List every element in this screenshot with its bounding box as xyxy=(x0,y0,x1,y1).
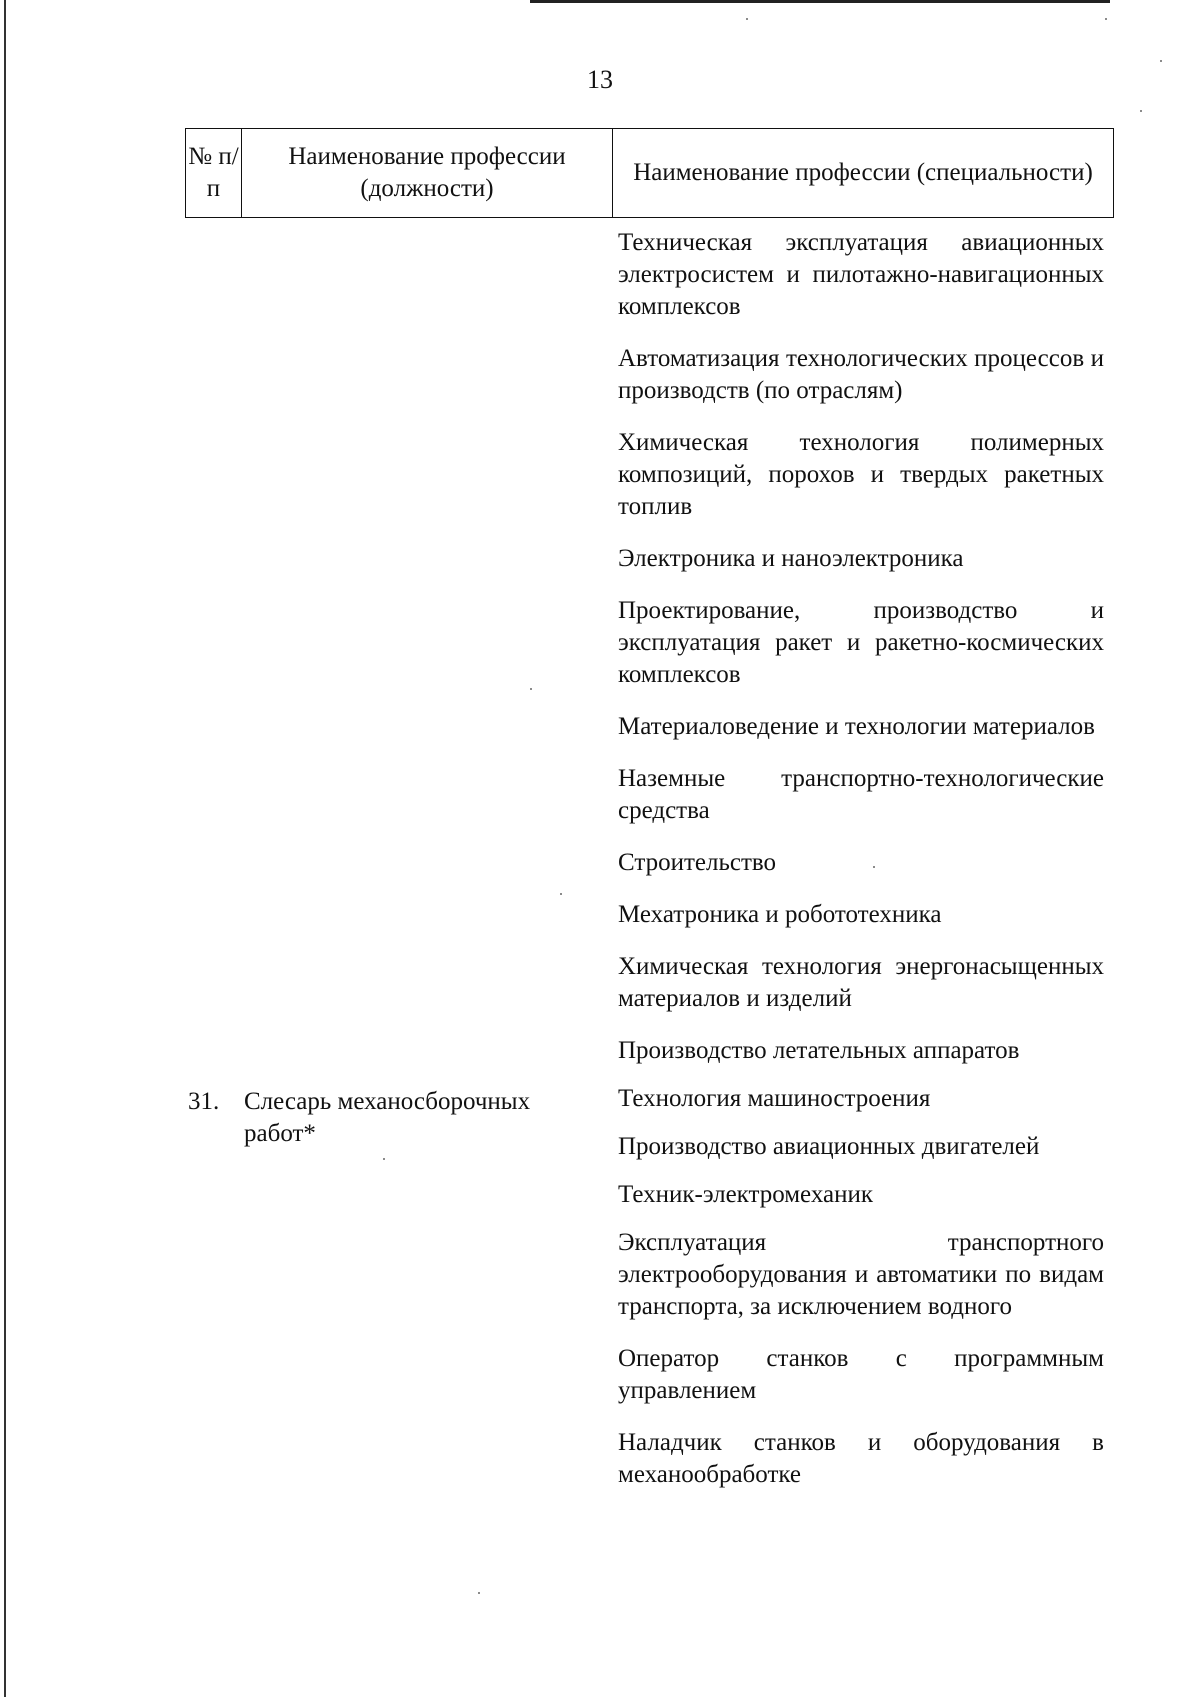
specialty-item: Мехатроника и робототехника xyxy=(618,901,942,928)
specialty-item: Материаловедение и технологии материалов xyxy=(618,713,1095,740)
page-top-rule xyxy=(530,0,1110,3)
scan-speck xyxy=(1140,110,1142,112)
header-col-specialty xyxy=(613,129,1114,218)
specialty-item: Строительство xyxy=(618,849,777,876)
header-col-specialty-label: Наименование профессии (специальности) xyxy=(633,159,1093,186)
specialty-item: Электроника и наноэлектроника xyxy=(618,545,964,572)
header-col-position-label: Наименование профессии (должности) xyxy=(288,143,566,202)
specialty-item: Химическая технология энергонасыщенных материалов и изделий xyxy=(618,953,1104,1012)
scan-speck xyxy=(478,1592,480,1594)
scan-speck xyxy=(383,1158,385,1160)
specialty-item: Технология машиностроения xyxy=(618,1085,931,1112)
scan-speck xyxy=(530,688,532,690)
header-col-number xyxy=(186,129,242,218)
specialty-item: Проектирование, производство и эксплуатация ракет и ракетно-космических комплексов xyxy=(618,597,1104,688)
position-name: Слесарь механосборочных работ* xyxy=(244,1088,531,1147)
scan-speck xyxy=(1105,18,1107,20)
header-col-number-label: № п/п xyxy=(188,143,239,202)
table-header xyxy=(185,128,1114,218)
scan-speck xyxy=(560,893,562,895)
scan-speck xyxy=(873,866,875,868)
specialty-item: Техник-электромеханик xyxy=(618,1181,873,1208)
scan-speck xyxy=(746,18,748,20)
specialty-item: Производство авиационных двигателей xyxy=(618,1133,1040,1160)
scan-speck xyxy=(1160,60,1162,62)
specialty-item: Химическая технология полимерных композиций, порохов и твердых ракетных топлив xyxy=(618,429,1104,520)
header-col-position xyxy=(242,129,613,218)
specialty-column xyxy=(618,227,1104,1511)
specialty-item: Автоматизация технологических процессов и производств (по отраслям) xyxy=(618,345,1104,404)
page-left-rule xyxy=(4,0,6,1697)
specialty-item: Наземные транспортно-технологические средства xyxy=(618,765,1104,824)
entry-number: 31. xyxy=(188,1088,220,1115)
specialty-item: Техническая эксплуатация авиационных электросистем и пилотажно-навигационных комплексов xyxy=(618,229,1104,320)
page-number: 13 xyxy=(587,65,613,94)
specialty-item: Оператор станков с программным управлением xyxy=(618,1345,1104,1404)
specialty-item: Наладчик станков и оборудования в механообработке xyxy=(618,1429,1104,1488)
specialty-item: Эксплуатация транспортного электрооборудования и автоматики по видам транспорта, за исключением водного xyxy=(618,1229,1104,1320)
specialty-item: Производство летательных аппаратов xyxy=(618,1037,1020,1064)
